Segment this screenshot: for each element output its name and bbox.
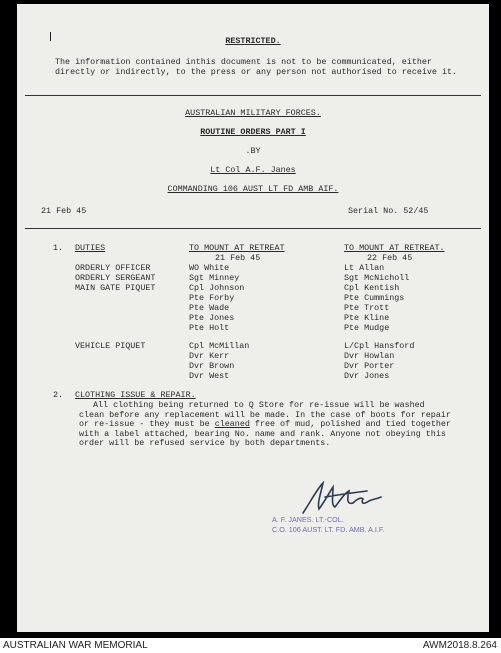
serial-number: Serial No. 52/45 [348,206,429,216]
duty-name-a: Pte Wade [189,303,230,313]
duty-name-b: Sgt McNicholl [344,273,410,283]
by-line: .BY [245,146,261,156]
section-number: 2. [53,390,64,400]
duties-heading: DUTIES [75,243,106,253]
duty-name-a: Dvr Kerr [189,351,230,361]
archive-caption [0,638,501,653]
duty-name-a: Sgt Minney [189,273,240,283]
duty-name-a: Cpl Johnson [189,283,245,293]
archive-reference: AWM2018.8.264 [422,640,497,651]
column-b-title: TO MOUNT AT RETREAT. [344,243,445,253]
duty-name-a: Pte Holt [189,323,230,333]
duty-name-a: Cpl McMillan [189,341,250,351]
duty-name-b: Lt Allan [344,263,385,273]
column-a-title: TO MOUNT AT RETREAT [189,243,285,253]
order-date: 21 Feb 45 [41,206,87,216]
forces-heading: AUSTRALIAN MILITARY FORCES. [185,108,321,118]
document-page [17,4,489,632]
duty-name-b: Dvr Porter [344,361,395,371]
commanding-line: COMMANDING 106 AUST LT FD AMB AIF. [167,184,339,194]
duty-role: ORDERLY SERGEANT [75,273,156,283]
duty-name-a: Dvr Brown [189,361,235,371]
column-a-date: 21 Feb 45 [215,253,261,263]
signature-icon [297,479,402,519]
duty-name-a: WO White [189,263,230,273]
column-b-date: 22 Feb 45 [367,253,413,263]
officer-name: Lt Col A.F. Janes [210,165,296,175]
duty-name-b: Pte Mudge [344,323,390,333]
divider [25,95,481,96]
divider [25,228,481,229]
clothing-paragraph: All clothing being returned to Q Store for re-issue will be washed clean before any replacement will be made. In the case of boots for repair or re-issue - they must be cleaned free of mud, polished and tied together with a label attached, bearing No. name and rank. Anyone not obeying this order will be refused service by both departments. [79,400,451,449]
cleaned-word: cleaned [214,419,250,430]
duty-name-b: Pte Kline [344,313,390,323]
duty-name-b: L/Cpl Hansford [344,341,415,351]
duty-name-b: Pte Cummings [344,293,405,303]
duty-role: ORDERLY OFFICER [75,263,151,273]
archive-name: AUSTRALIAN WAR MEMORIAL [3,640,148,651]
restricted-heading: RESTRICTED. [225,36,281,46]
confidentiality-notice: The information contained inthis document is not to be communicated, either directly or indirectly, to the press or any person not authorised to receive it. [55,57,458,77]
duty-name-b: Pte Trott [344,303,390,313]
duty-name-a: Pte Jones [189,313,235,323]
duty-name-a: Dvr West [189,371,230,381]
clothing-heading: CLOTHING ISSUE & REPAIR. [75,390,196,400]
duty-name-b: Dvr Jones [344,371,390,381]
orders-heading: ROUTINE ORDERS PART I [200,127,306,137]
duty-name-a: Pte Forby [189,293,235,303]
officer-stamp: A. F. JANES. LT.-COL. C.O. 106 AUST. LT. FD. AMB. A.I.F. [272,515,385,534]
duty-role: VEHICLE PIQUET [75,341,146,351]
duty-role: MAIN GATE PIQUET [75,283,156,293]
section-number: 1. [53,243,64,253]
duty-name-b: Cpl Kentish [344,283,400,293]
duty-name-b: Dvr Howlan [344,351,395,361]
